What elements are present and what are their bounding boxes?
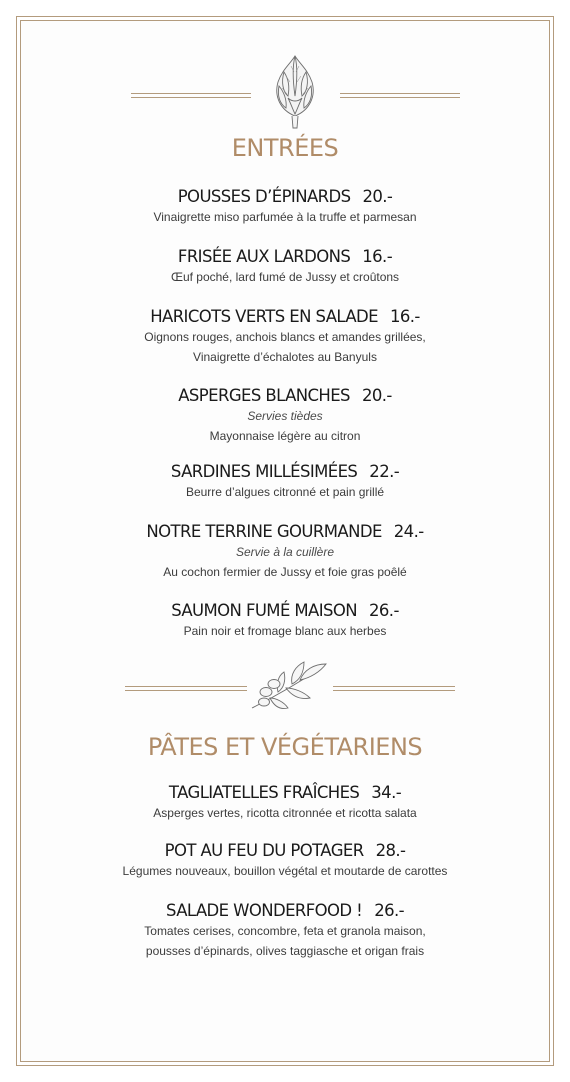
item-name: SAUMON FUMÉ MAISON [171, 601, 358, 620]
top-ornament [0, 52, 570, 132]
item-description: Mayonnaise légère au citron [209, 428, 361, 443]
item-heading [0, 840, 570, 862]
ornament-rule-left [131, 93, 251, 98]
item-heading [0, 385, 570, 407]
item-description: Œuf poché, lard fumé de Jussy et croûtons [170, 270, 400, 284]
item-price: 20.- [362, 187, 393, 206]
menu-item [0, 600, 570, 642]
item-description: Oignons rouges, anchois blancs et amandes grillées, [144, 330, 426, 344]
item-description: Vinaigrette d’échalotes au Banyuls [193, 349, 377, 364]
item-description: pousses d’épinards, olives taggiasche et origan frais [145, 943, 425, 958]
item-price: 26.- [374, 901, 404, 920]
item-heading [0, 306, 570, 328]
item-description: Au cochon fermier de Jussy et foie gras poêlé [163, 564, 407, 579]
item-name: TAGLIATELLES FRAÎCHES [168, 783, 360, 802]
item-price: 22.- [369, 462, 400, 481]
item-heading [0, 461, 570, 483]
middle-ornament [0, 656, 570, 716]
item-price: 34.- [371, 783, 402, 802]
item-price: 20.- [361, 386, 392, 405]
item-price: 24.- [393, 522, 424, 541]
item-note: Servies tièdes [247, 409, 323, 423]
ornament-rule-left [125, 686, 247, 691]
menu-item [0, 246, 570, 288]
item-price: 26.- [369, 601, 399, 620]
item-name: POT AU FEU DU POTAGER [164, 841, 364, 860]
menu-item [0, 900, 570, 961]
section-title-entrees: ENTRÉES [231, 134, 339, 162]
item-name: HARICOTS VERTS EN SALADE [150, 307, 378, 326]
item-description: Beurre d’algues citronné et pain grillé [185, 485, 385, 499]
menu-item [0, 306, 570, 367]
item-name: NOTRE TERRINE GOURMANDE [146, 522, 382, 541]
ornament-rule-right [340, 93, 460, 98]
item-heading [0, 600, 570, 622]
artichoke-icon [266, 52, 324, 132]
item-heading [0, 521, 570, 543]
ornament-rule-right [333, 686, 455, 691]
item-description: Vinaigrette miso parfumée à la truffe et parmesan [153, 210, 417, 224]
menu-item [0, 782, 570, 824]
item-name: ASPERGES BLANCHES [178, 386, 350, 405]
item-heading [0, 900, 570, 922]
item-heading [0, 186, 570, 208]
item-description: Tomates cerises, concombre, feta et granola maison, [144, 924, 426, 938]
item-name: POUSSES D’ÉPINARDS [177, 187, 351, 206]
item-heading [0, 782, 570, 804]
item-name: FRISÉE AUX LARDONS [177, 247, 351, 266]
item-name: SARDINES MILLÉSIMÉES [170, 462, 358, 481]
menu-item [0, 186, 570, 228]
item-note: Servie à la cuillère [235, 545, 335, 559]
menu-item [0, 521, 570, 582]
item-price: 16.- [362, 247, 393, 266]
section-title-pates: PÂTES ET VÉGÉTARIENS [147, 733, 423, 761]
olive-branch-icon [248, 658, 330, 714]
menu-item [0, 385, 570, 446]
item-description: Asperges vertes, ricotta citronnée et ricotta salata [153, 806, 417, 820]
menu-item [0, 461, 570, 503]
item-heading [0, 246, 570, 268]
item-price: 28.- [375, 841, 406, 860]
menu-item [0, 840, 570, 882]
item-description: Pain noir et fromage blanc aux herbes [183, 624, 387, 638]
item-description: Légumes nouveaux, bouillon végétal et moutarde de carottes [122, 864, 448, 878]
item-name: SALADE WONDERFOOD ! [166, 901, 363, 920]
item-price: 16.- [389, 307, 420, 326]
